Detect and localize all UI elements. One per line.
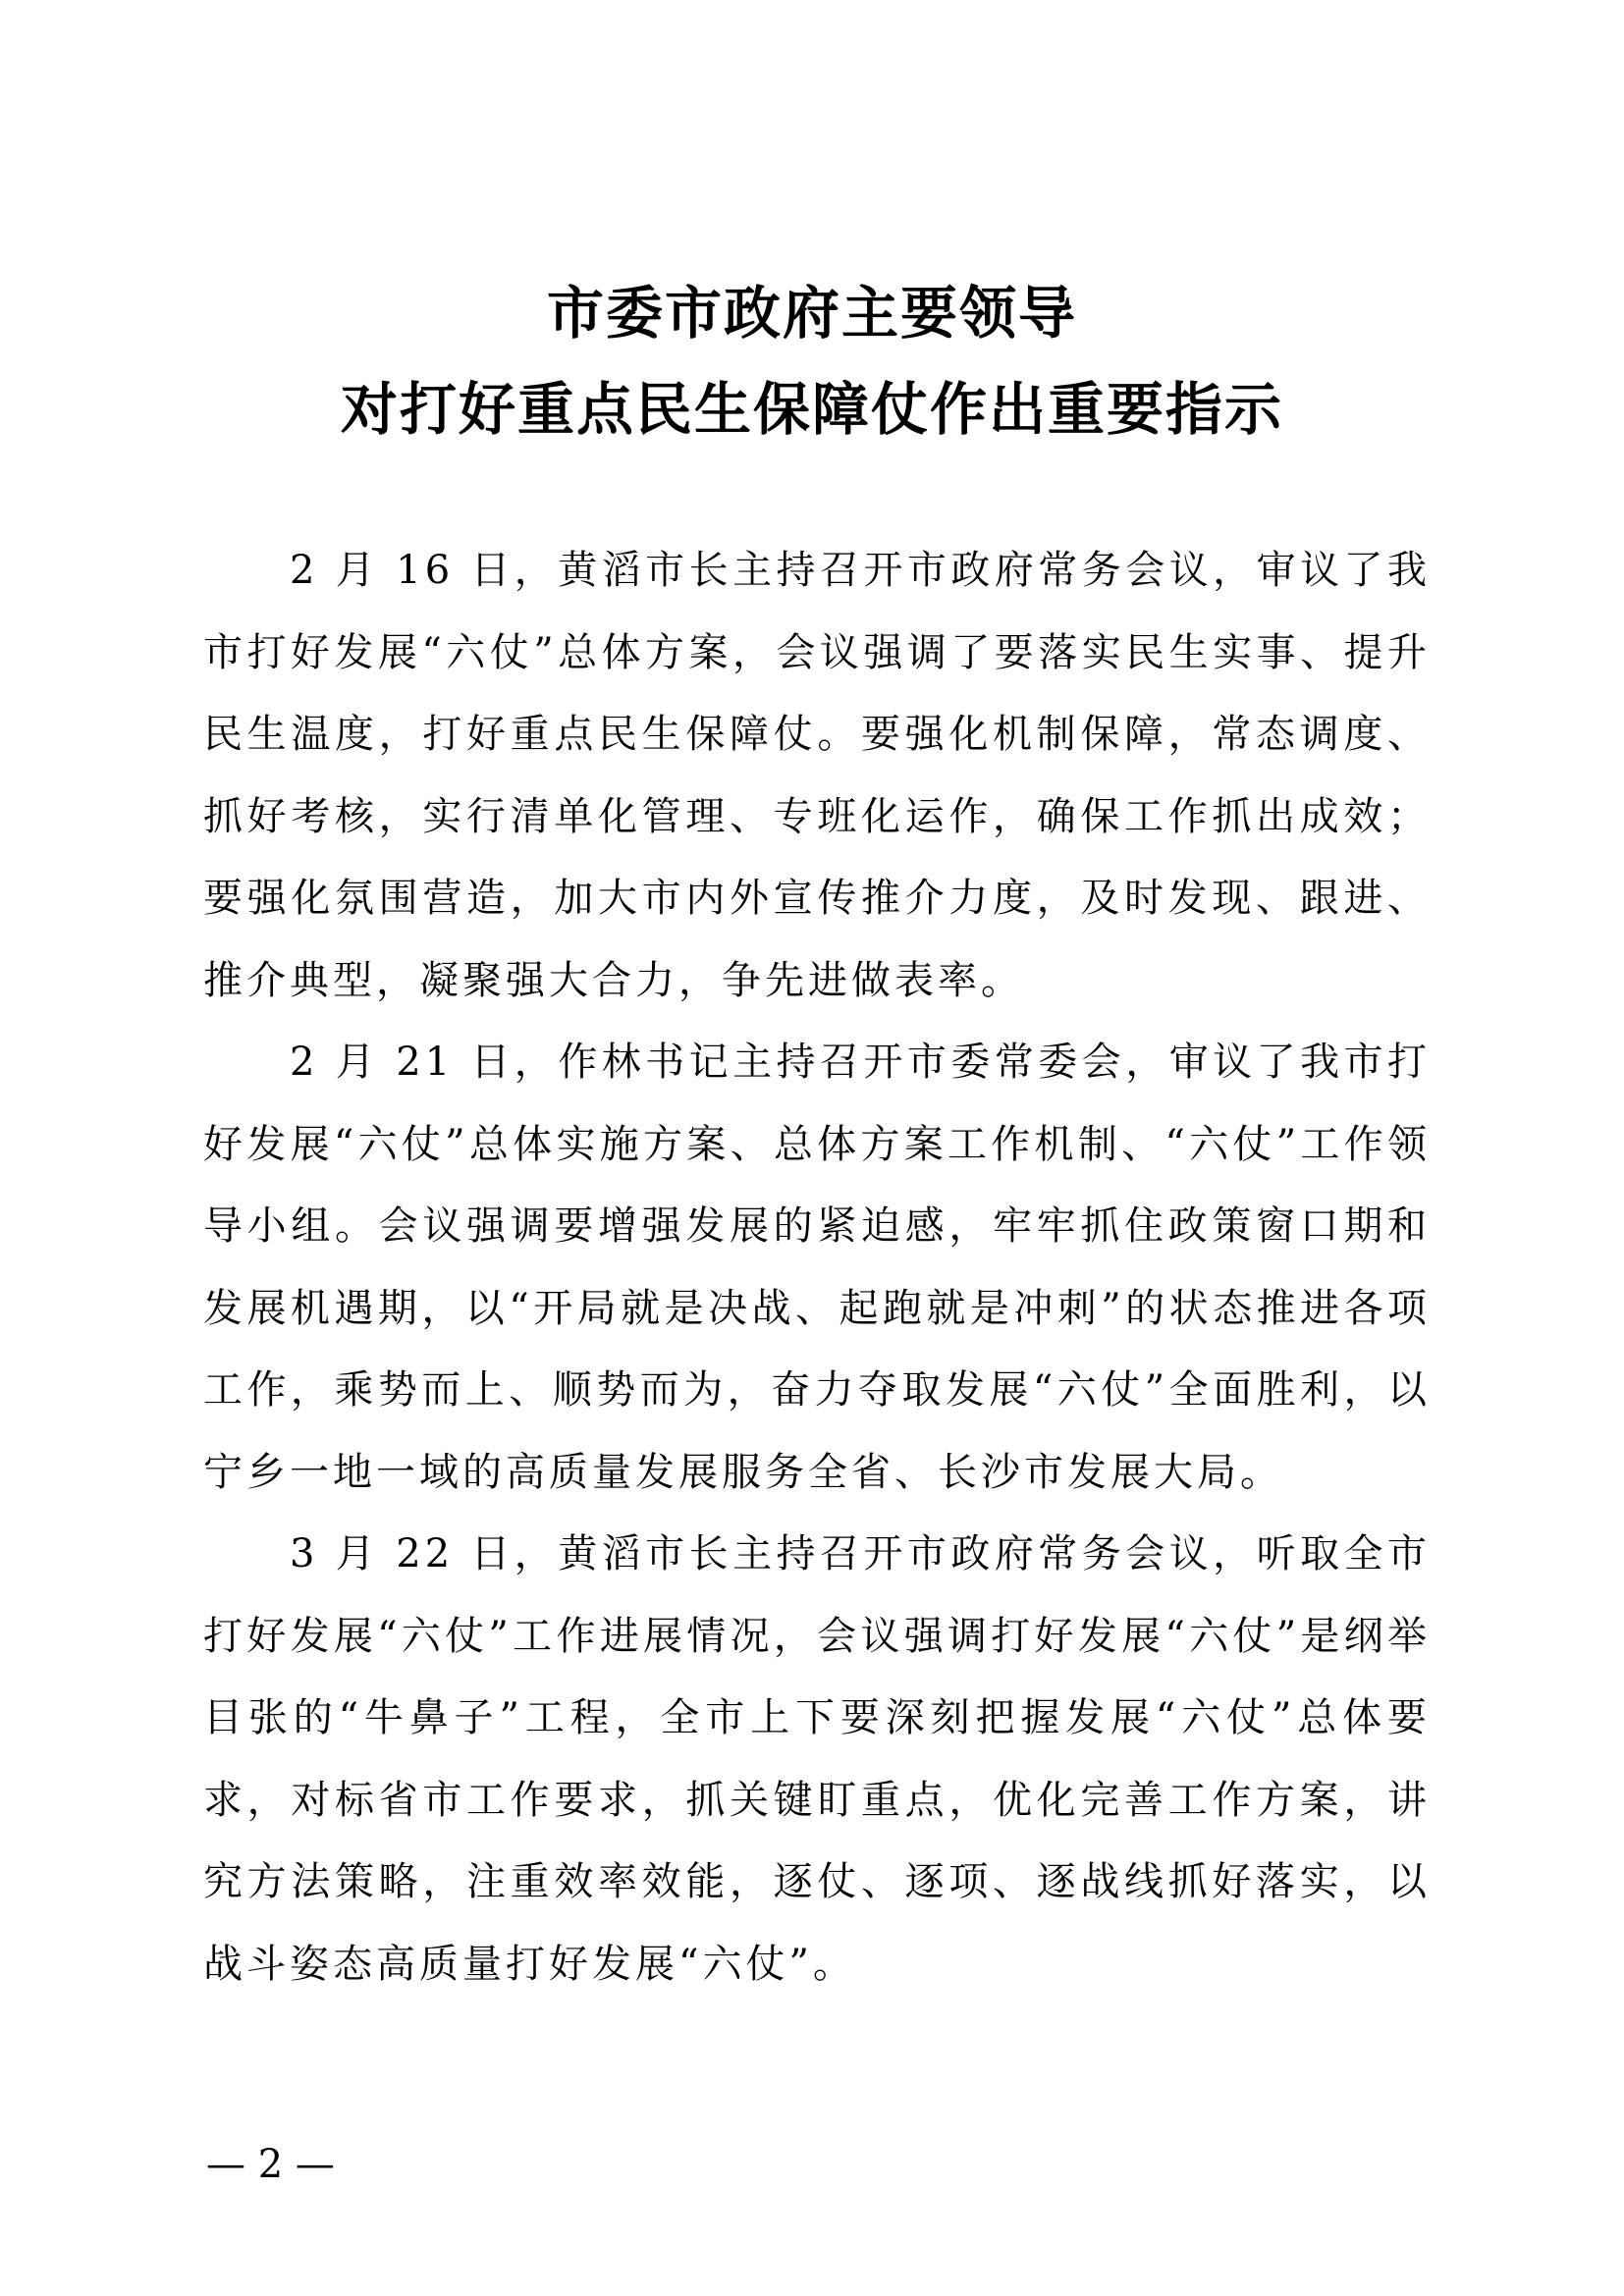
- title-line-1: 市委市政府主要领导: [546, 280, 1077, 347]
- title-line-2: 对打好重点民生保障仗作出重要指示: [340, 376, 1283, 443]
- document-body: [203, 530, 1431, 2005]
- page-number: — 2 —: [206, 2142, 335, 2187]
- paragraph-2: 2 月 21 日，作林书记主持召开市委常委会，审议了我市打好发展“六仗”总体实施方案、总体方案工作机制、“六仗”工作领导小组。会议强调要增强发展的紧迫感，牢牢抓住政策窗口期和发展机遇期，以“开局就是决战、起跑就是冲刺”的状态推进各项工作，乘势而上、顺势而为，奋力夺取发展“六仗”全面胜利，以宁乡一地一域的高质量发展服务全省、长沙市发展大局。: [203, 1040, 1431, 1495]
- paragraph-3: 3 月 22 日，黄滔市长主持召开市政府常务会议，听取全市打好发展“六仗”工作进展情况，会议强调打好发展“六仗”是纲举目张的“牛鼻子”工程，全市上下要深刻把握发展“六仗”总体要求，对标省市工作要求，抓关键盯重点，优化完善工作方案，讲究方法策略，注重效率效能，逐仗、逐项、逐战线抓好落实，以战斗姿态高质量打好发展“六仗”。: [203, 1531, 1431, 1987]
- document-title: [0, 265, 1624, 457]
- paragraph-1: 2 月 16 日，黄滔市长主持召开市政府常务会议，审议了我市打好发展“六仗”总体方案，会议强调了要落实民生实事、提升民生温度，打好重点民生保障仗。要强化机制保障，常态调度、抓好考核，实行清单化管理、专班化运作，确保工作抓出成效；要强化氛围营造，加大市内外宣传推介力度，及时发现、跟进、推介典型，凝聚强大合力，争先进做表率。: [203, 548, 1431, 1003]
